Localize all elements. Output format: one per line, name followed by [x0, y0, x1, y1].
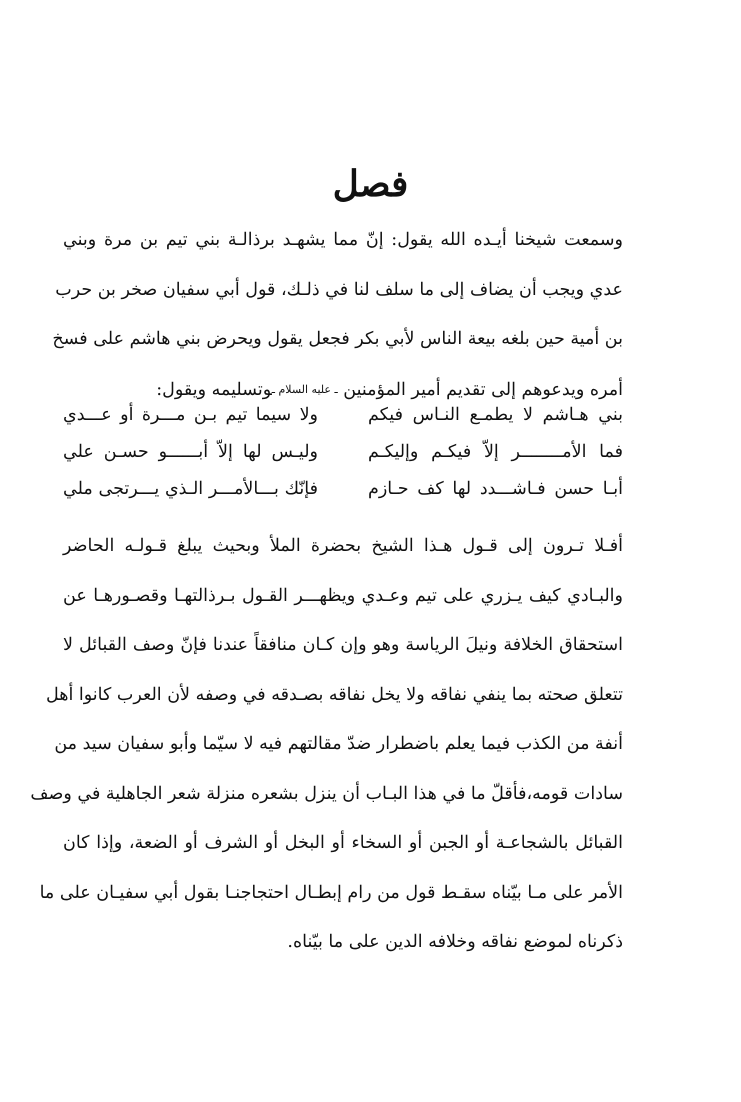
poem-verses [63, 402, 623, 513]
poem-verse [63, 402, 623, 439]
verse-second-hemistich: وليـس لها إلاّ أبــــــو حسـن علي [63, 442, 318, 462]
verse-first-hemistich: فما الأمــــــــر إلاّ فيكـم وإليكـم [368, 442, 623, 462]
commentary-line-7: القبائل بالشجاعـة أو الجبن أو السخاء أو البخل أو الشرف أو الضعة، وإذا كان [63, 833, 623, 853]
poem-verse [63, 439, 623, 476]
section-title: فصل [332, 163, 409, 205]
commentary-line-6: سادات قومه،فأقلّ ما في هذا البـاب أن ينزل بشعره منزلة شعر الجاهلية في وصف [30, 783, 623, 804]
commentary-line-8: الأمر على مـا بيّناه سقـط قول من رام إبطـال احتجاجنـا بقول أبي سفيـان على ما [39, 882, 623, 903]
verse-first-hemistich: أبـا حسن فـاشـــدد لها كف حـازم [368, 479, 623, 499]
commentary-line-3: استحقاق الخلافة ونيلَ الرياسة وهو وإن كـان منافقاً عندنا فإنّ وصف القبائل لا [63, 635, 623, 655]
commentary-line-1: أفـلا تـرون إلى قـول هـذا الشيخ بحضرة الملأ وبحيث يبلغ قـولـه الحاضر [63, 536, 623, 556]
commentary-line-4: تتعلق صحته بما ينفي نفاقه ولا يخل نفاقه بصـدقه في وصفه لأن العرب كانوا أهل [45, 684, 623, 705]
intro-line-2: عدي ويجب أن يضاف إلى ما سلف لنا في ذلـك، قول أبي سفيان صخر بن حرب [55, 279, 623, 300]
commentary-line-9: ذكرناه لموضع نفاقه وخلافه الدين على ما بيّناه. [287, 932, 623, 952]
commentary-paragraph [30, 533, 623, 979]
intro-line-4-start: أمره ويدعوهم إلى تقديم أمير المؤمنين [337, 379, 623, 400]
intro-line-3: بن أمية حين بلغه بيعة الناس لأبي بكر فجعل يقول ويحرض بني هاشم على فسخ [52, 329, 623, 349]
intro-line-4 [63, 376, 623, 403]
intro-paragraph [52, 227, 623, 425]
commentary-line-5: أنفة من الكذب فيما يعلم باضطرار ضدّ مقالتهم فيه لا سيّما وأبو سفيان سيد من [54, 734, 623, 754]
intro-line-1: وسمعت شيخنا أيـده الله يقول: إنّ مما يشهـد برذالـة بني تيم بن مرة وبني [63, 230, 623, 250]
commentary-line-2: والبـادي كيف يـزري على تيم وعـدي ويظهـــر القـول بـرذالتهـا وقصـورهـا عن [63, 585, 623, 606]
verse-second-hemistich: فإنّك بـــالأمـــر الـذي يـــرتجى ملي [63, 479, 318, 499]
honorific-phrase: ـ عليه السلام ـ [271, 382, 338, 396]
intro-line-4-end: وتسليمه ويقول: [156, 379, 272, 400]
verse-first-hemistich: بني هـاشم لا يطمـع النـاس فيكم [368, 405, 623, 425]
verse-second-hemistich: ولا سيما تيم بـن مـــرة أو عـــدي [63, 405, 318, 425]
poem-verse [63, 476, 623, 513]
